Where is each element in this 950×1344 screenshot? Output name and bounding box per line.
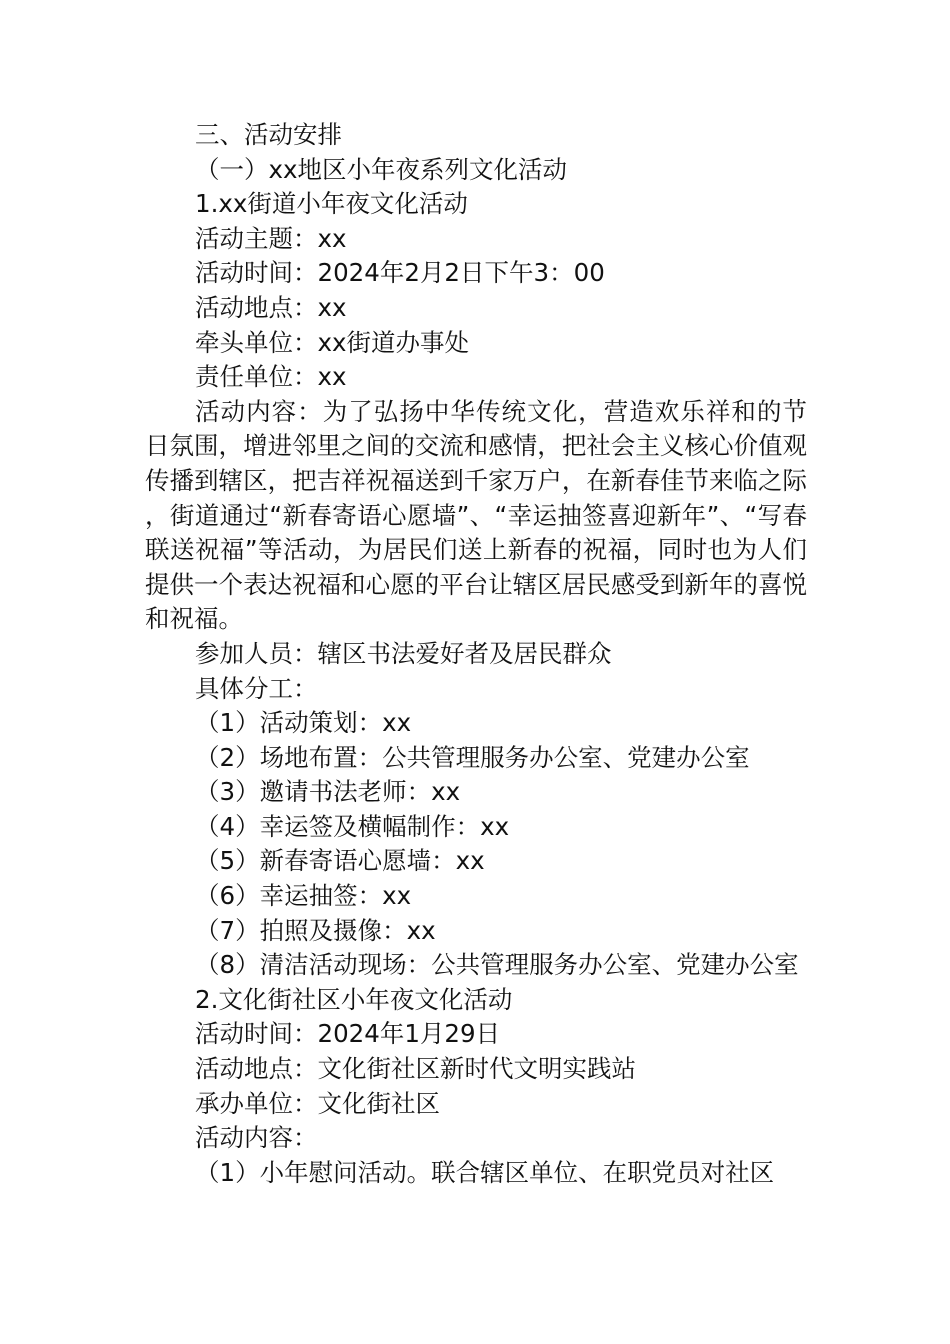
- division-item: （3）邀请书法老师：xx: [195, 777, 461, 807]
- division-item: （7）拍照及摄像：xx: [195, 915, 436, 945]
- activity2-content-label: 活动内容：: [195, 1123, 318, 1153]
- division-item: （8）清洁活动现场：公共管理服务办公室、党建办公室: [195, 950, 799, 980]
- sub-heading: （一）xx地区小年夜系列文化活动: [195, 154, 567, 184]
- activity1-lead-unit: 牵头单位：xx街道办事处: [195, 327, 469, 357]
- division-item: （5）新春寄语心愿墙：xx: [195, 846, 485, 876]
- activity2-host-unit: 承办单位：文化街社区: [195, 1088, 440, 1118]
- division-item: （2）场地布置：公共管理服务办公室、党建办公室: [195, 742, 750, 772]
- document-body: [145, 118, 807, 1190]
- section-heading: 三、活动安排: [195, 120, 342, 149]
- activity1-title: 1.xx街道小年夜文化活动: [195, 189, 468, 219]
- activity1-responsible-unit: 责任单位：xx: [195, 362, 347, 392]
- activity1-location: 活动地点：xx: [195, 292, 347, 322]
- activity2-location: 活动地点：文化街社区新时代文明实践站: [195, 1054, 636, 1084]
- activity2-time: 活动时间：2024年1月29日: [195, 1019, 501, 1049]
- activity2-item1: （1）小年慰问活动。联合辖区单位、在职党员对社区: [195, 1157, 775, 1187]
- activity1-content-paragraph: 活动内容：为了弘扬中华传统文化，营造欢乐祥和的节日氛围，增进邻里之间的交流和感情，把社会主义核心价值观传播到辖区，把吉祥祝福送到千家万户，在新春佳节来临之际，街道通过“新春寄语心愿墙”、“幸运抽签喜迎新年”、“写春联送祝福”等活动，为居民们送上新春的祝福，同时也为人们提供一个表达祝福和心愿的平台让辖区居民感受到新年的喜悦和祝福。: [145, 396, 807, 634]
- division-item: （1）活动策划：xx: [195, 708, 412, 738]
- activity2-title: 2.文化街社区小年夜文化活动: [195, 984, 513, 1014]
- activity1-division-label: 具体分工：: [195, 673, 318, 703]
- division-item: （4）幸运签及横幅制作：xx: [195, 811, 510, 841]
- activity1-theme: 活动主题：xx: [195, 223, 347, 253]
- activity1-time: 活动时间：2024年2月2日下午3：00: [195, 258, 605, 288]
- activity1-participants: 参加人员：辖区书法爱好者及居民群众: [195, 638, 612, 668]
- division-item: （6）幸运抽签：xx: [195, 881, 412, 911]
